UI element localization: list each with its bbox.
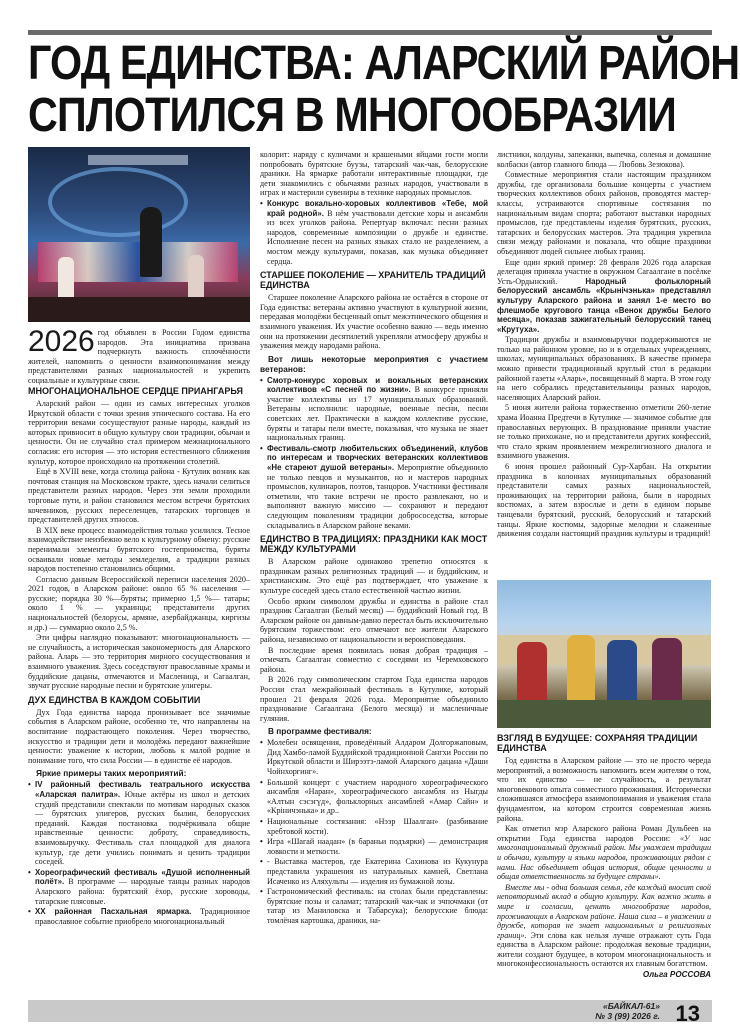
item-text: Юные актёры из школ и детских студий представили спектакли по мотивам народных сказок — бурятских улигеров, русских былин, белорусских преданий. Каждая постановка подчёркивала общие нравственные ценности: доброту, справедливость, взаимовыручку. Фестиваль стал площадкой для диалога культур, где дети учились понимать и ценить традиции соседей. xyxy=(35,789,250,867)
section-heading: ДУХ ЕДИНСТВА В КАЖДОМ СОБЫТИИ xyxy=(28,694,201,705)
paragraph: Год единства в Аларском районе — это не просто череда мероприятий, а возможность напомнить всем жителям о том, что их единство — не случайность, а результат многовекового опыта совместного проживания. Исторически сложившаяся атмосфера взаимопонимания и уважения стала фундаментом, на котором строится современная жизнь района. xyxy=(497,756,711,823)
paragraph: Традиции дружбы и взаимовыручки поддерживаются не только на районном уровне, но и в отдельных учреждениях, школах, муниципальных образованиях. В качестве примера можно привести традиционный круглый стол в редакции районной газеты «Аларь», посвященный 8 марта. В этом году на него собрались представительницы разных народов, населяющих Аларский район. xyxy=(497,335,711,402)
list-item: • Гастрономический фестиваль: на столах были представлены: бурятские позы и саламат; татарский чак-чак и эчпочмаки (от татар из Маниловска и Табарсука); белорусские блюда: томлёная картошка, драники, на- xyxy=(260,887,488,925)
column-2 xyxy=(260,150,488,995)
top-rule xyxy=(28,30,712,35)
event-list xyxy=(28,780,250,926)
paragraph xyxy=(497,824,711,882)
list-item: • - Выставка мастеров, где Екатерина Сахинова из Кукунура представила украшения из натуральных камней, Светлана Исаченко из Аляхульты — изделия из бумажной лозы. xyxy=(260,857,488,886)
item-title: Хореографический фестиваль «Душой исполненный полёт». xyxy=(35,867,250,887)
headline-line-2: СПЛОТИЛСЯ В МНОГООБРАЗИИ xyxy=(28,89,676,142)
text: Еще один яркий пример: 28 февраля 2026 года аларская делегация приняла участие в окружном Сагаалгане в посёлке Усть-Ордынский. xyxy=(497,257,711,286)
item-title: IV районный фестиваль театрального искусства «Аларская палитра». xyxy=(35,780,250,799)
paragraph: 6 июня прошел районный Сур-Харбан. На открытии праздника в колоннах муниципальных образований представители самых разных национальностей, проживающих на территории района, были в народных костюмах, а затем взрослые и дети в едином порыве танцевали бурятский, русский, белорусский и татарский танцы. Яркие костюмы, задорные мелодии и слаженные движения создали настоящий праздник культуры и традиций! xyxy=(497,462,711,539)
column-3-top xyxy=(497,150,711,575)
paragraph: В XIX веке процесс взаимодействия только усилился. Тесное взаимодействие неизбежно вело к культурному обмену: русские перенимали элементы бурятского гостеприимства, буряты осваивали новые методы земледелия, а традиции разных народов постепенно становились общими. xyxy=(28,525,250,574)
subheading: Яркие примеры таких мероприятий: xyxy=(36,768,187,779)
text: Как отметил мэр Аларского района Роман Дульбеев на открытии Года единства народов России: xyxy=(497,824,711,843)
paragraph: В 2026 году символическим стартом Года единства народов России стал межрайонный фестиваль в Кутулике, который прошел 21 февраля 2026 года. Мероприятие объединило празднование Сагаалгана (Белого месяца) и масленичные гуляния. xyxy=(260,675,488,723)
issue-number: № 3 (99) 2026 г. xyxy=(595,1010,660,1021)
stage-performance-photo xyxy=(28,147,250,322)
paragraph: Ещё в XVIII веке, когда столица района - Кутулик возник как почтовая станция на Московском тракте, здесь начали селиться представители разных народов. Через эти земли проходили торговые пути, и район становился местом встречи бурятских кочевников, русских переселенцев, татарских торговцев и представителей других этносов. xyxy=(28,467,250,525)
paragraph: Аларский район — один из самых интересных уголков Иркутской области с точки зрения этнического состава. На его территории веками сосуществуют разные народы, каждый из которых привносит в общую культуру свои традиции, обычаи и ценности. Он не случайно стал примером межнационального согласия: его история — это история естественного сближения культур, которое происходило на протяжении столетий. xyxy=(28,399,250,466)
headline-line-1: ГОД ЕДИНСТВА: АЛАРСКИЙ РАЙОН xyxy=(28,37,740,90)
list-item: • Национальные состязания: «Нээр Шаалган» (разбивание хребтовой кости). xyxy=(260,817,488,836)
publication-name: «БАЙКАЛ-61» xyxy=(603,1001,660,1011)
item-title: Конкурс вокально-хоровых коллективов «Тебе, мой край родной». xyxy=(267,198,488,218)
paragraph: Дух Года единства народа пронизывает все значимые события в Аларском районе, особенно те, что направлены на воспитание подрастающего поколения. Через творчество, искусство и традиции дети и молодёжь передают важнейшие ценности: уважение к истории, любовь к малой родине и понимание того, что сила России — в единстве её народов. xyxy=(28,707,250,765)
text: . Эти слова как нельзя лучше отражают суть Года единства в Аларском районе: продолжая вековые традиции, жители создают будущее, в котором многонациональность и многоконфессиональность остаются их главным богатством. xyxy=(497,930,711,969)
list-item: • Игра «Шагай наадан» (в бараньи подъярки) — демонстрация ловкости и меткости. xyxy=(260,837,488,856)
intro-text: год объявлен в России Годом единства народов. Эта инициатива призвана подчеркнуть важность сплочённости жителей, напомнить о ценности взаимопонимания между представителями разных национальностей и укрепить социальные и культурные связи. xyxy=(28,328,250,385)
article-headline xyxy=(28,37,740,142)
quote-text: «У нас многонациональный дружный район. Мы уважаем традиции и обычаи, культуру и языки народов, проживающих рядом с нами. Нас объединяет общая история, общие ценности и общая ответственность за будущее страны». xyxy=(497,833,711,882)
publication-info xyxy=(595,1002,660,1021)
item-text: Традиционное православное событие приобрело многонациональный xyxy=(35,907,250,926)
paragraph: колорит: наряду с куличами и крашеными яйцами гости могли попробовать бурятские буузы, татарский чак-чак, белорусские драники. На ярмарке работали интерактивные площадки, где дети знакомились с обычаями разных народов, участвовали в играх и мастерили сувениры в технике народных промыслов. xyxy=(260,150,488,198)
article-author: Ольга РОССОВА xyxy=(642,970,711,980)
paragraph: В последние время появилась новая добрая традиция – отмечать Сагаалган совместно с соседями из Черемховского района. xyxy=(260,645,488,674)
paragraph: Особо ярким символом дружбы и единства в районе стал праздник Сагаалган (Белый месяц) — буддийский Новый год. В Аларском районе он давным-давно перестал быть исключительно бурятским торжеством: его отмечают все жители Аларского района, независимо от национальности и вероисповедания. xyxy=(260,596,488,644)
subheading: В программе фестиваля: xyxy=(268,726,372,737)
paragraph xyxy=(497,258,711,335)
list-item xyxy=(260,444,488,530)
paragraph: Эти цифры наглядно показывают: многонациональность — не случайность, а историческая закономерность для Аларского района. Аларь — это территория мирного сосуществования и взаимного уважения. Здесь соседствуют православные храмы и буддийские дацаны, отмечаются и Масленица, и Сагаалган, звучат русские народные песни и бурятские улигеры. xyxy=(28,633,250,691)
page-number: 13 xyxy=(675,1001,700,1024)
veteran-event-list xyxy=(260,376,488,531)
highlight-text: Народный фольклорный белорусский ансамбль «Крынічэнька» представлял культуру Аларского района и занял 1-е место во флешмобе кругового танца «Венок дружбы Белого месяца», показав зажигательный белорусский танец «Крутуха». xyxy=(497,276,711,334)
list-item xyxy=(28,780,250,866)
outdoor-festival-photo xyxy=(497,580,711,728)
item-text: В нём участвовали детские хоры и ансамбли из всех уголков района. Репертуар включал: песни разных народов, современные композиции о дружбе и единстве. Исполнение песен на разных языках стало не разделением, а мостом между культурами, показав, как музыка объединяет сердца. xyxy=(267,208,488,266)
paragraph: Согласно данным Всероссийской переписи населения 2020–2021 годов, в Аларском районе: около 65 % населения — русские; порядка 30 %—буряты; примерно 1,5 %— татары; около 1 % — украинцы; представители других национальностей (белорусы, армяне, азербайджанцы, киргизы и др.) — суммарно около 2,5 %. xyxy=(28,574,250,632)
paragraph: листники, колдуны, запеканки, выпечка, соленья и домашние колбаски (автор главного блюда — Любовь Зезюкова). xyxy=(497,150,711,169)
paragraph: Совместные мероприятия стали настоящим праздником дружбы, где организовала большие концерты с участием творческих коллективов обоих районов, проводятся мастер-классы, устраиваются спортивные состязания по национальным видам спорта; работают выставки народных промыслов, где представлены изделия бурятских, русских, татарских и белорусских мастеров. Эта традиция укрепила связи между районами и показала, что общие праздники объединяют людей сильнее любых границ. xyxy=(497,170,711,256)
section-heading: ЕДИНСТВО В ТРАДИЦИЯХ: ПРАЗДНИКИ КАК МОСТ МЕЖДУ КУЛЬТУРАМИ xyxy=(260,534,488,555)
event-list xyxy=(260,199,488,266)
quote-text: Вместе мы - одна большая семья, где каждый вносит свой неповторимый вклад в общую культуру. Как важно жить в мире и согласии, ценить многообразие народов, проживающих в Аларском районе. Наша сила – в уважении и дружбе, которая не знает национальных и религиозных границ» xyxy=(497,882,711,940)
item-title: Фестиваль-смотр любительских объединений, клубов по интересам и творческих ветеранских коллективов «Не стареют душой ветераны». xyxy=(267,443,488,473)
list-item xyxy=(28,868,250,906)
section-heading: МНОГОНАЦИОНАЛЬНОЕ СЕРДЦЕ ПРИАНГАРЬЯ xyxy=(28,386,243,396)
section-heading: СТАРШЕЕ ПОКОЛЕНИЕ — ХРАНИТЕЛЬ ТРАДИЦИЙ ЕДИНСТВА xyxy=(260,270,486,291)
column-3-bottom xyxy=(497,733,711,995)
paragraph: Старшее поколение Аларского района не остаётся в стороне от Года единства: ветераны активно участвуют в культурной жизни, передавая молодёжи бесценный опыт межэтнического общения и взаимного уважения. Их участие особенно важно — ведь именно они на протяжении десятилетий укрепляли атмосферу дружбы и уважения между народами района. xyxy=(260,293,488,351)
list-item xyxy=(260,199,488,266)
paragraph: В Аларском районе одинаково трепетно относятся к праздникам разных религиозных традиций — и буддийским, и христианским. Это ещё раз подтверждает, что уважение к культуре соседей здесь стало естественной частью жизни. xyxy=(260,557,488,595)
section-heading: ВЗГЛЯД В БУДУЩЕЕ: СОХРАНЯЯ ТРАДИЦИИ ЕДИНСТВА xyxy=(497,733,698,753)
paragraph: 5 июня жители района торжественно отметили 260-летие храма Иоанна Предтечи в Кутулике — значимое событие для православных верующих. В празднование приняли участие не только прихожане, но и представители других конфессий, что стало ярким проявлением межрелигиозного диалога и взаимного уважения. xyxy=(497,403,711,461)
festival-program-list xyxy=(260,738,488,925)
item-text: В конкурсе приняли участие коллективы из 17 муниципальных образований. Ветераны исполнили: народные, военные песни, песни советских лет. Практически в каждом коллективе русские, буряты и татары пели вместе, показывая, что музыка не знает национальных границ. xyxy=(267,385,488,443)
list-item: • Молебен освящения, проведённый Алдаром Долгоржаповым, Дид Хамбо-ламой Буддийской традиционной Сангхи России по Иркутской области и Ширээтэ-ламой Аларского дацана «Даши Чойнхоргинг». xyxy=(260,738,488,776)
subheading: Вот лишь некоторые мероприятия с участием ветеранов: xyxy=(260,353,488,374)
list-item xyxy=(28,907,250,926)
year-dropcap: 2026 xyxy=(28,325,95,358)
item-title: XX районная Пасхальная ярмарка. xyxy=(35,907,192,917)
page-footer xyxy=(28,1000,712,1022)
list-item xyxy=(260,376,488,443)
item-text: В программе — народные танцы разных народов Аларского района: бурятский ёхор, русские хороводы, татарские плясовые. xyxy=(35,877,250,906)
list-item: • Большой концерт с участием народного хореографического ансамбля «Наран», хореографического ансамбля из Ныгды «Алтын сэсэгүд», фольклорных ансамблей «Амар Сайн» и «Крiничэнька» и др.. xyxy=(260,778,488,816)
column-1 xyxy=(28,382,250,995)
item-title: Смотр-конкурс хоровых и вокальных ветеранских коллективов «С песней по жизни». xyxy=(267,375,488,395)
paragraph xyxy=(497,883,711,969)
intro-paragraph xyxy=(28,325,250,386)
item-text: Мероприятие объединило не только певцов и музыкантов, но и мастеров народных промыслов, кулинаров, поэтов, танцоров. Участники фестиваля отметили, что такие встречи не просто развлекают, но и выполняют важную миссию — сохраняют и передают следующим поколениям традиции добрососедства, которые складывались в Аларском районе веками. xyxy=(267,463,488,530)
